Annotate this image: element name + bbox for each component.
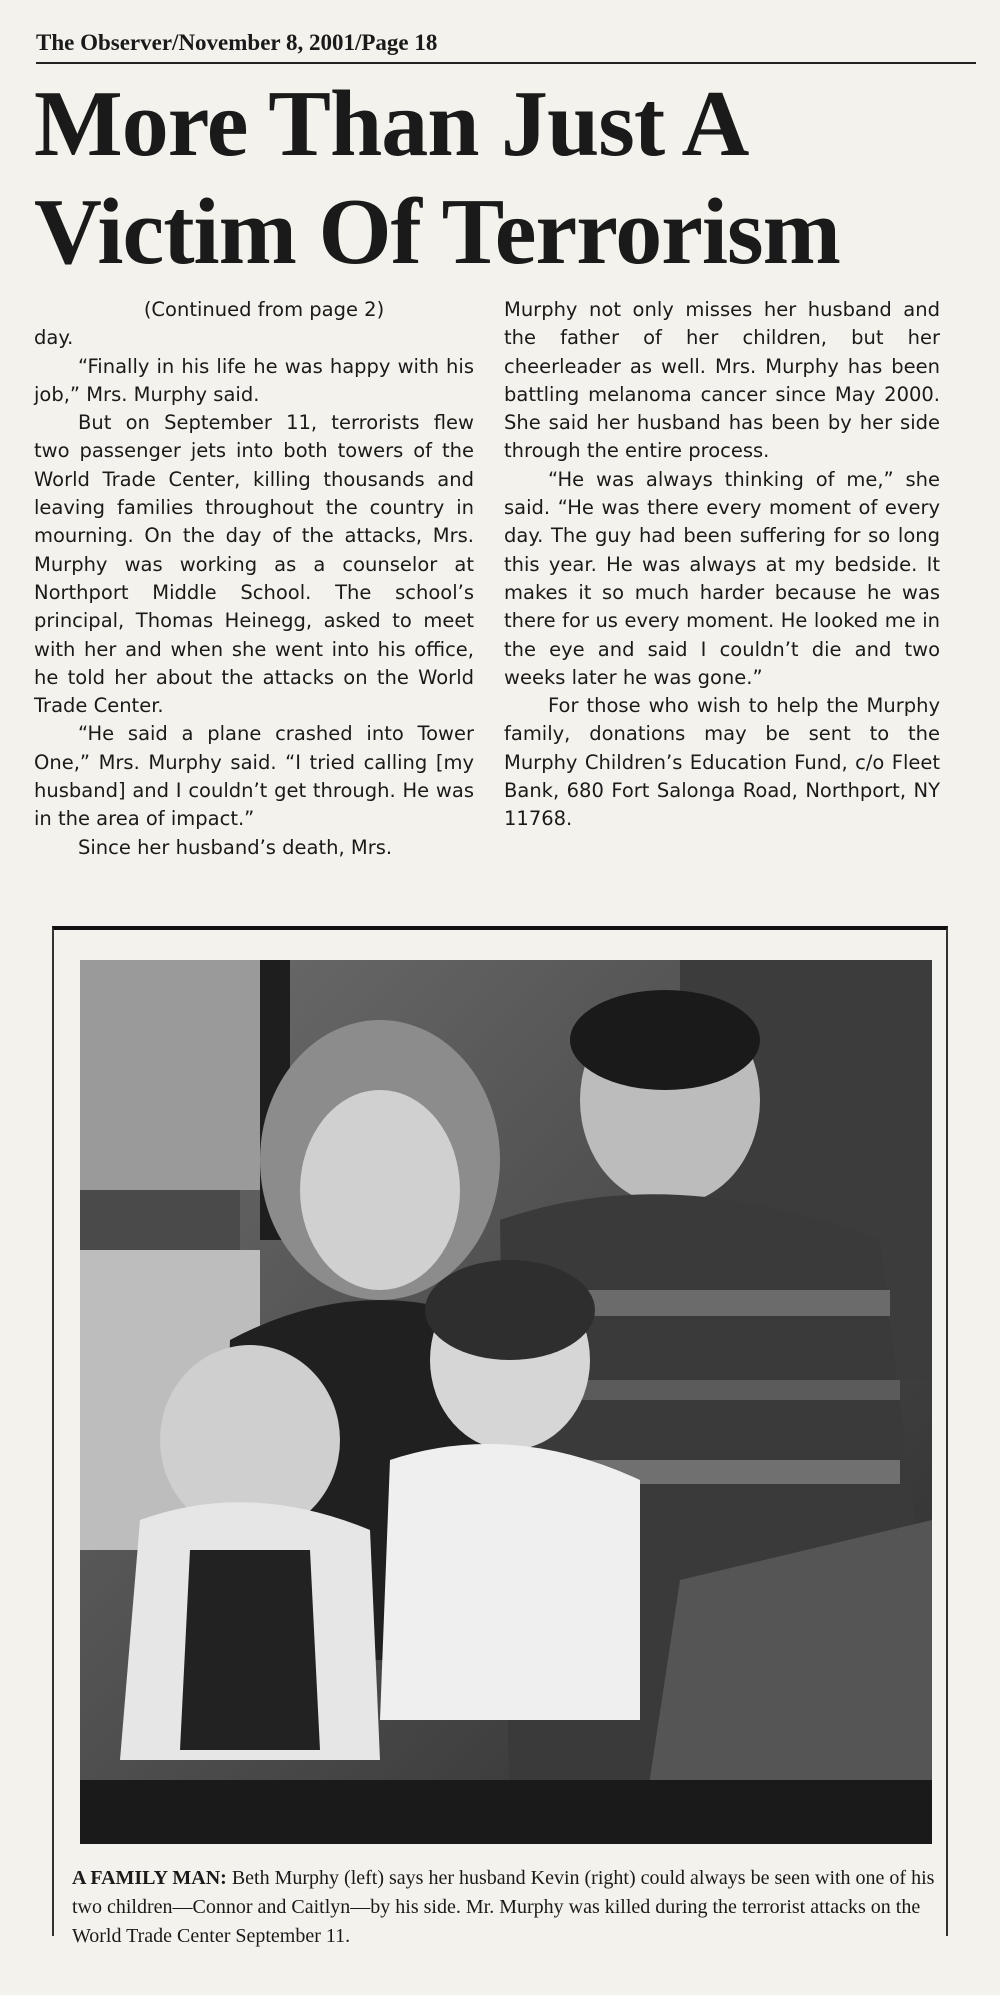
family-photo-image: [80, 960, 932, 1844]
paragraph: day.: [34, 326, 74, 350]
paragraph: “He was always thinking of me,” she said. “He was there every moment of every day. The guy had been suffering for so long this year. He was always at my bedside. It makes it so much harder because he was there for us every moment. He looked me in the eye and said I couldn’t die and two weeks later he was gone.”: [504, 467, 940, 689]
paragraph: Since her husband’s death, Mrs.: [78, 835, 393, 859]
caption-text: Beth Murphy (left) says her husband Kevin (right) could always be seen with one of his two children—Connor and Caitlyn—by his side. Mr. Murphy was killed during the terrorist attacks on the World Trade Center September 11.: [72, 1867, 935, 1947]
continued-note: (Continued from page 2): [143, 298, 385, 321]
headline-line-2: Victim Of Terrorism: [34, 180, 840, 284]
dateline: The Observer/November 8, 2001/Page 18: [36, 30, 976, 64]
headline-line-1: More Than Just A: [34, 72, 749, 176]
caption-lead: A FAMILY MAN:: [72, 1867, 227, 1889]
headline: [34, 70, 984, 286]
family-photo: [80, 960, 932, 1844]
paragraph: “Finally in his life he was happy with his job,” Mrs. Murphy said.: [34, 354, 474, 406]
article-column-right: [504, 296, 940, 834]
paragraph: Murphy not only misses her husband and the father of her children, but her cheerleader as well. Mrs. Murphy has been battling melanoma cancer since May 2000. She said her husband has been by her side through the entire process.: [504, 298, 940, 463]
paragraph: “He said a plane crashed into Tower One,” Mrs. Murphy said. “I tried calling [my husband] and I couldn’t get through. He was in the area of impact.”: [34, 722, 474, 831]
photo-caption: [72, 1864, 942, 1951]
article-column-left: [34, 296, 474, 862]
paragraph: But on September 11, terrorists flew two passenger jets into both towers of the World Trade Center, killing thousands and leaving families throughout the country in mourning. On the day of the attacks, Mrs. Murphy was working as a counselor at Northport Middle School. The school’s principal, Thomas Heinegg, asked to meet with her and when she went into his office, he told her about the attacks on the World Trade Center.: [34, 411, 474, 718]
paragraph: For those who wish to help the Murphy family, donations may be sent to the Murphy Children’s Education Fund, c/o Fleet Bank, 680 Fort Salonga Road, Northport, NY 11768.: [504, 694, 940, 831]
